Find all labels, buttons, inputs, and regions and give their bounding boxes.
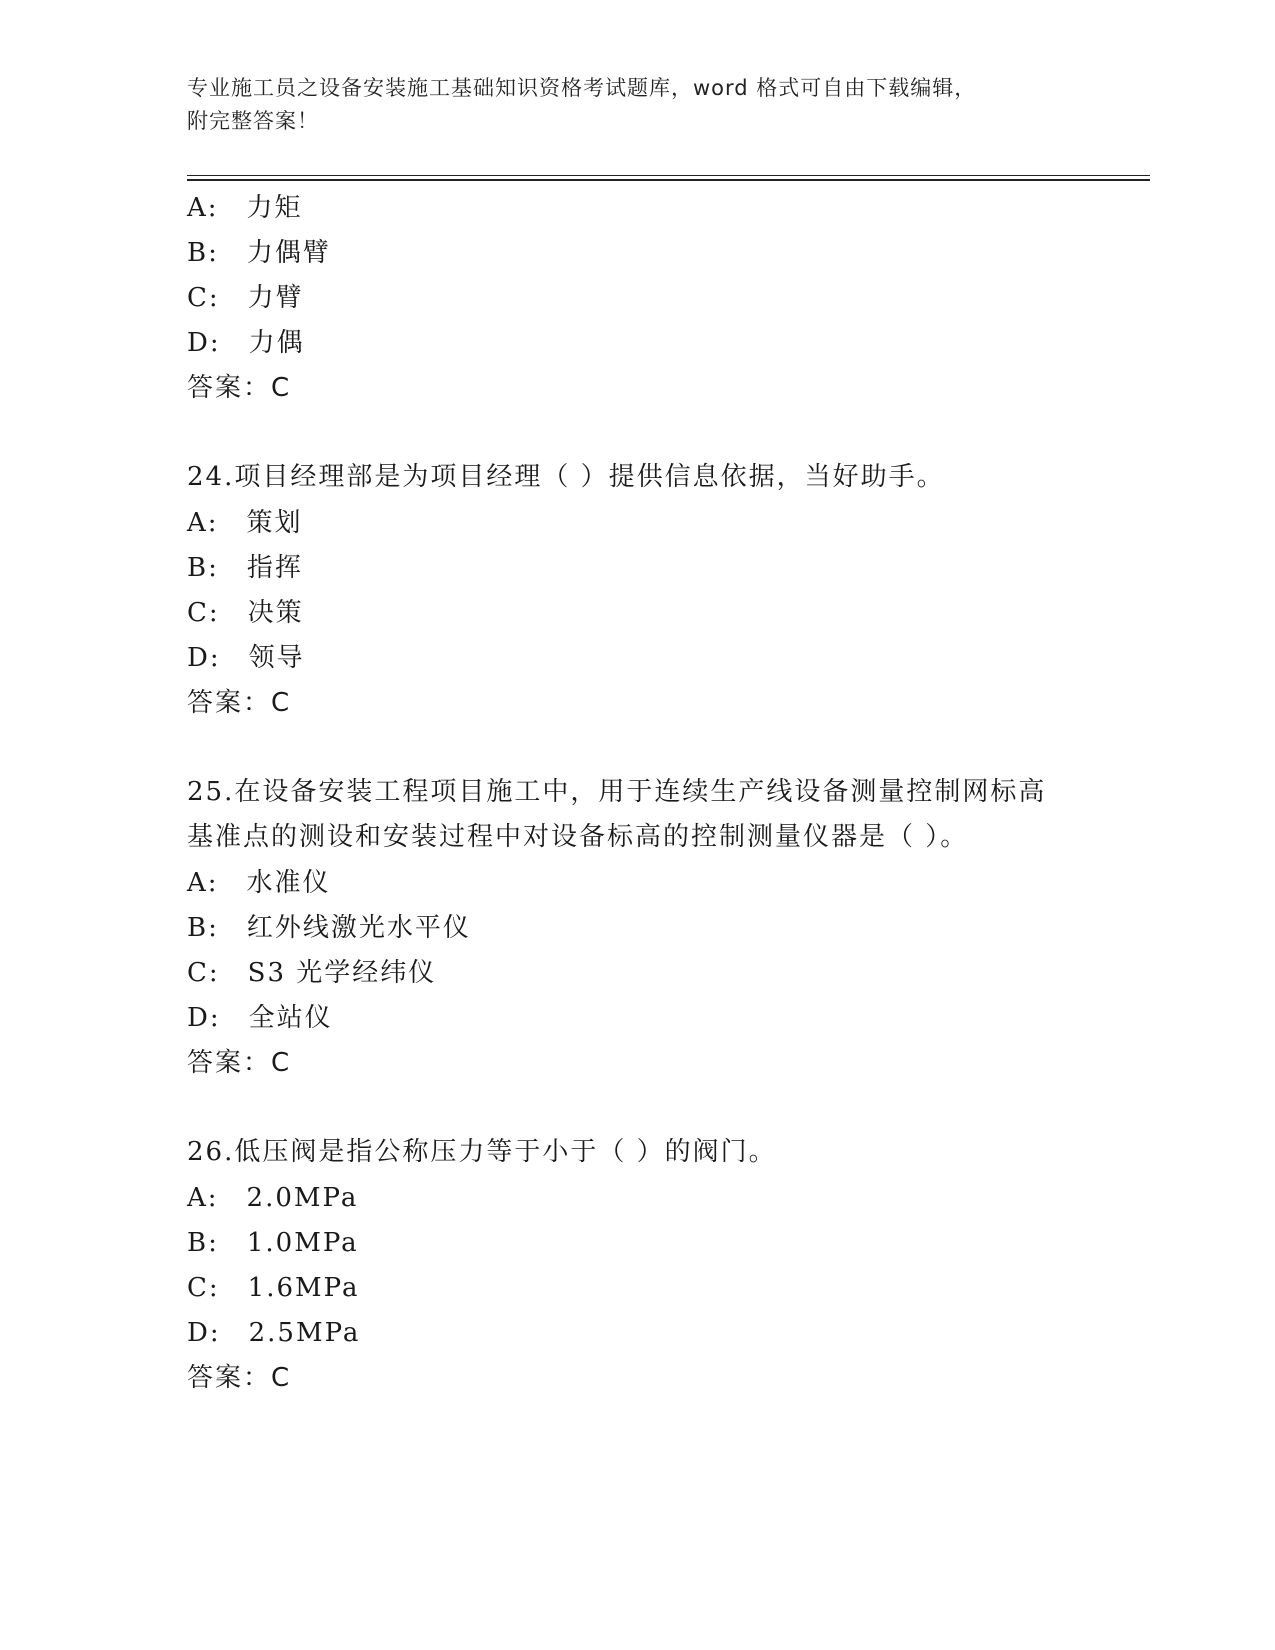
option-letter: B:: [187, 1228, 219, 1258]
option-c: [187, 1271, 359, 1305]
option-b: [187, 1226, 359, 1260]
option-a: [187, 191, 303, 225]
option-text: 领导: [248, 643, 305, 673]
option-text: 2.0MPa: [246, 1183, 359, 1213]
answer-line: 答案：C: [187, 1048, 292, 1078]
option-c: [187, 596, 304, 630]
question-text-continued: 基准点的测设和安装过程中对设备标高的控制测量仪器是（ ）。: [187, 822, 969, 852]
option-letter: B:: [187, 913, 219, 943]
option-b: [187, 236, 331, 270]
option-text: 策划: [246, 508, 303, 538]
option-letter: C:: [187, 283, 220, 313]
option-d: [187, 1001, 333, 1035]
option-letter: A:: [187, 868, 219, 898]
option-text: 力偶臂: [246, 238, 331, 268]
option-b: [187, 911, 471, 945]
option-letter: D:: [187, 643, 221, 673]
option-d: [187, 641, 305, 675]
option-letter: B:: [187, 238, 219, 268]
answer-line: 答案：C: [187, 688, 292, 718]
option-text: S3 光学经纬仪: [247, 958, 437, 988]
option-text: 指挥: [246, 553, 303, 583]
option-text: 1.0MPa: [246, 1228, 359, 1258]
option-letter: B:: [187, 553, 219, 583]
option-letter: C:: [187, 1273, 220, 1303]
option-letter: D:: [187, 328, 221, 358]
option-a: [187, 506, 303, 540]
option-text: 红外线激光水平仪: [246, 913, 471, 943]
option-text: 力矩: [246, 193, 303, 223]
question-text: 25.在设备安装工程项目施工中，用于连续生产线设备测量控制网标高: [187, 777, 1047, 807]
option-letter: A:: [187, 1183, 219, 1213]
option-text: 力臂: [247, 283, 304, 313]
option-letter: A:: [187, 193, 219, 223]
option-c: [187, 956, 436, 990]
header-line-2: 附完整答案！: [187, 109, 319, 133]
question-text: 26.低压阀是指公称压力等于小于（ ）的阀门。: [187, 1137, 777, 1167]
option-letter: C:: [187, 958, 220, 988]
option-text: 力偶: [248, 328, 305, 358]
question-text: 24.项目经理部是为项目经理（ ）提供信息依据，当好助手。: [187, 462, 945, 492]
option-letter: D:: [187, 1003, 221, 1033]
option-d: [187, 326, 305, 360]
header-line-1: 专业施工员之设备安装施工基础知识资格考试题库，word 格式可自由下载编辑，: [187, 76, 977, 100]
option-letter: A:: [187, 508, 219, 538]
option-letter: D:: [187, 1318, 221, 1348]
option-text: 2.5MPa: [248, 1318, 361, 1348]
option-d: [187, 1316, 360, 1350]
option-a: [187, 866, 331, 900]
option-a: [187, 1181, 358, 1215]
header-divider-thick: [187, 179, 1150, 181]
option-text: 决策: [247, 598, 304, 628]
option-c: [187, 281, 304, 315]
option-text: 全站仪: [248, 1003, 333, 1033]
option-text: 1.6MPa: [247, 1273, 360, 1303]
option-letter: C:: [187, 598, 220, 628]
option-text: 水准仪: [246, 868, 331, 898]
document-header: [187, 72, 1067, 138]
option-b: [187, 551, 303, 585]
header-divider-thin: [187, 175, 1150, 176]
answer-line: 答案：C: [187, 1363, 292, 1393]
answer-line: 答案：C: [187, 373, 292, 403]
